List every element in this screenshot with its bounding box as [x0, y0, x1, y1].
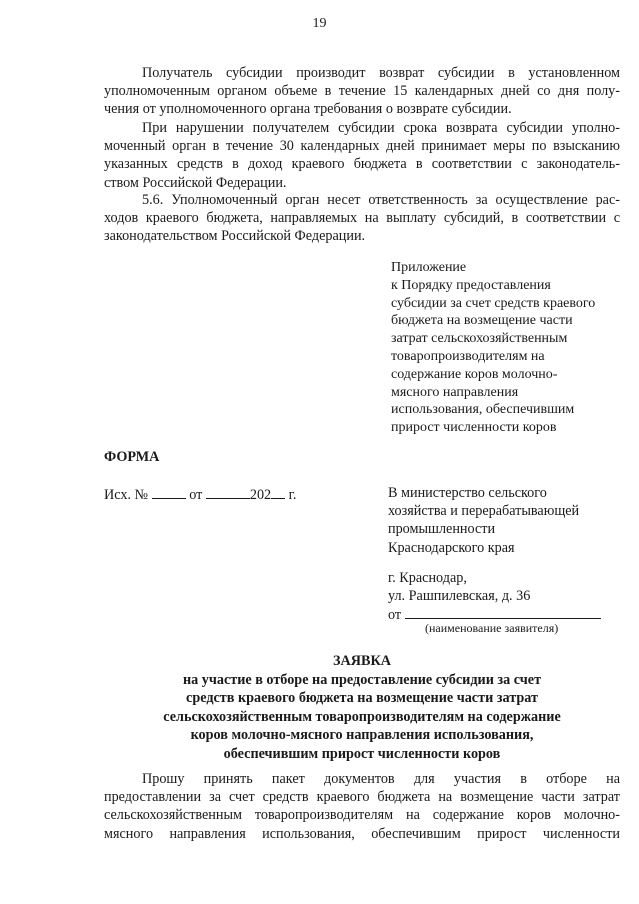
- number-blank: [152, 484, 186, 499]
- text-line: Прошу принять пакет документов для участия в отборе на: [142, 771, 620, 787]
- text-line: моченный орган в течение 30 календарных дней принимает меры по взысканию: [104, 138, 620, 155]
- outgoing-year: 202: [249, 487, 272, 503]
- outgoing-suffix: г.: [288, 487, 297, 503]
- subtitle-line: на участие в отборе на предоставление субсидии за счет: [182, 671, 542, 688]
- outgoing-from: от: [189, 487, 203, 503]
- paragraph-return-subsidy: [104, 64, 620, 119]
- subtitle-line: средств краевого бюджета на возмещение части затрат: [186, 690, 538, 707]
- date-blank: [206, 484, 250, 499]
- addressee-line: В министерство сельского: [388, 485, 547, 501]
- text-line: ходов краевого бюджета, направляемых на выплату субсидий, в соответствии с: [104, 210, 620, 227]
- text-line: указанных средств в доход краевого бюджета в соответствии с законодатель-: [104, 156, 620, 173]
- addressee-line: хозяйства и перерабатывающей: [388, 503, 580, 520]
- text-line: законодательством Российской Федерации.: [104, 228, 366, 245]
- text-line: Получатель субсидии производит возврат субсидии в установленном: [142, 65, 620, 81]
- appendix-line: субсидии за счет средств краевого: [391, 295, 596, 311]
- appendix-block: [391, 259, 595, 437]
- text-line: сельскохозяйственным товаропроизводителям на содержание коров молочно-: [104, 807, 620, 824]
- addressee-line: Краснодарского края: [388, 539, 515, 556]
- address-block: [388, 569, 530, 605]
- appendix-line: мясного направления: [391, 384, 519, 400]
- appendix-line: использования, обеспечившим: [391, 402, 575, 418]
- paragraph-responsibility: [104, 191, 620, 246]
- paragraph-violation: [104, 119, 620, 192]
- appendix-line: к Порядку предоставления: [391, 277, 551, 293]
- appendix-line: Приложение: [391, 260, 467, 275]
- text-line: чения от уполномоченного органа требования о возврате субсидии.: [104, 101, 512, 118]
- text-line: 5.6. Уполномоченный орган несет ответственность за осуществление рас-: [142, 192, 620, 208]
- page-number: 19: [312, 16, 327, 31]
- text-line: мясного направления использования, обеспечившим прирост численности: [104, 825, 620, 842]
- applicant-blank: [405, 604, 601, 619]
- title-text: ЗАЯВКА: [333, 653, 391, 669]
- applicant-caption: (наименование заявителя): [425, 621, 559, 635]
- outgoing-prefix: Исх. №: [104, 487, 149, 503]
- appendix-line: затрат сельскохозяйственным: [391, 331, 568, 347]
- application-title: [104, 652, 620, 764]
- text-line: ством Российской Федерации.: [104, 174, 287, 191]
- addressee-line: промышленности: [388, 521, 496, 538]
- subtitle-line: обеспечившим прирост численности коров: [223, 745, 501, 762]
- address-line: г. Краснодар,: [388, 570, 467, 586]
- applicant-from-label: от: [388, 607, 402, 623]
- subtitle-line: сельскохозяйственным товаропроизводителям на содержание: [163, 708, 561, 725]
- form-label: ФОРМА: [104, 449, 160, 465]
- outgoing-number-line: [104, 484, 296, 504]
- text-line: предоставлении за счет средств краевого бюджета на возмещение части затрат: [104, 789, 620, 806]
- appendix-line: товаропроизводителям на: [391, 348, 545, 364]
- text-line: При нарушении получателем субсидии срока возврата субсидии уполно-: [142, 120, 620, 136]
- subtitle-line: коров молочно-мясного направления использования,: [190, 727, 534, 744]
- appendix-line: прирост численности коров: [391, 420, 557, 436]
- year-blank: [271, 484, 285, 499]
- addressee-block: [388, 484, 579, 557]
- paragraph-request: [104, 770, 620, 843]
- text-line: уполномоченным органом объеме в течение 15 календарных дней со дня полу-: [104, 83, 620, 100]
- appendix-line: содержание коров молочно-: [391, 366, 558, 382]
- appendix-line: бюджета на возмещение части: [391, 313, 573, 329]
- address-line: ул. Рашпилевская, д. 36: [388, 588, 531, 605]
